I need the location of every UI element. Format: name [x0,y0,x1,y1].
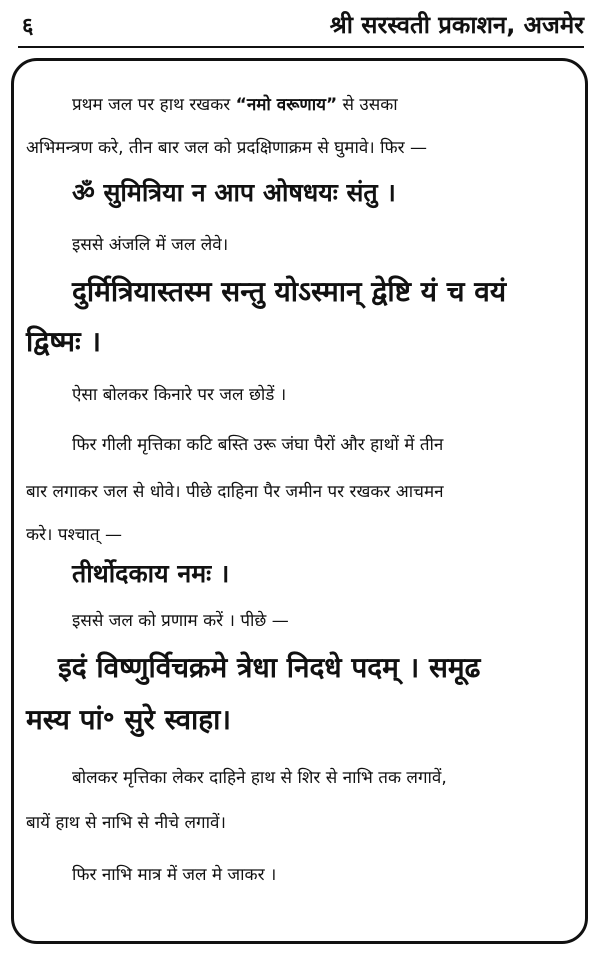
mantra2-line2: द्विष्मः । [26,325,101,358]
para6-line2: बायें हाथ से नाभि से नीचे लगावें। [26,813,226,833]
para1-quote: “नमो वरूणाय” [235,95,338,115]
para5: इससे जल को प्रणाम करें । पीछे — [72,611,289,631]
para7: फिर नाभि मात्र में जल मे जाकर । [72,865,277,885]
para2: इससे अंजलि में जल लेवे। [72,235,229,255]
para4-line1: फिर गीली मृत्तिका कटि बस्ति उरू जंघा पैरों और हाथों में तीन [72,435,444,455]
page-number: ६ [22,14,34,39]
para1-line2: अभिमन्त्रण करे, तीन बार जल को प्रदक्षिणाक्रम से घुमावे। फिर — [26,138,428,158]
mantra4-line2: मस्य पां॰ सुरे स्वाहा। [26,703,232,736]
para6-line1: बोलकर मृत्तिका लेकर दाहिने हाथ से शिर से नाभि तक लगावें, [72,768,447,788]
para1-line1 [72,92,398,115]
mantra2-line1: दुर्मित्रियास्तस्म सन्तु योऽस्मान् द्वेष्टि यं च वयं [72,275,507,308]
mantra1: ॐ सुमित्रिया न आप ओषधयः संतु । [72,178,396,207]
para1-line1-after: से उसका [337,95,398,115]
para4-line3: करे। पश्चात् — [26,525,123,545]
para4-line2: बार लगाकर जल से धोवे। पीछे दाहिना पैर जमीन पर रखकर आचमन [26,482,444,502]
mantra4-line1: इदं विष्णुर्विचक्रमे त्रेधा निदधे पदम् । समूढ [58,651,481,684]
para1-line1-before: प्रथम जल पर हाथ रखकर [72,95,236,115]
para3: ऐसा बोलकर किनारे पर जल छोडें । [72,385,287,405]
running-head-title: श्री सरस्वती प्रकाशन, अजमेर [329,11,584,39]
header-rule [18,46,584,48]
mantra3: तीर्थोदकाय नमः । [72,559,230,588]
